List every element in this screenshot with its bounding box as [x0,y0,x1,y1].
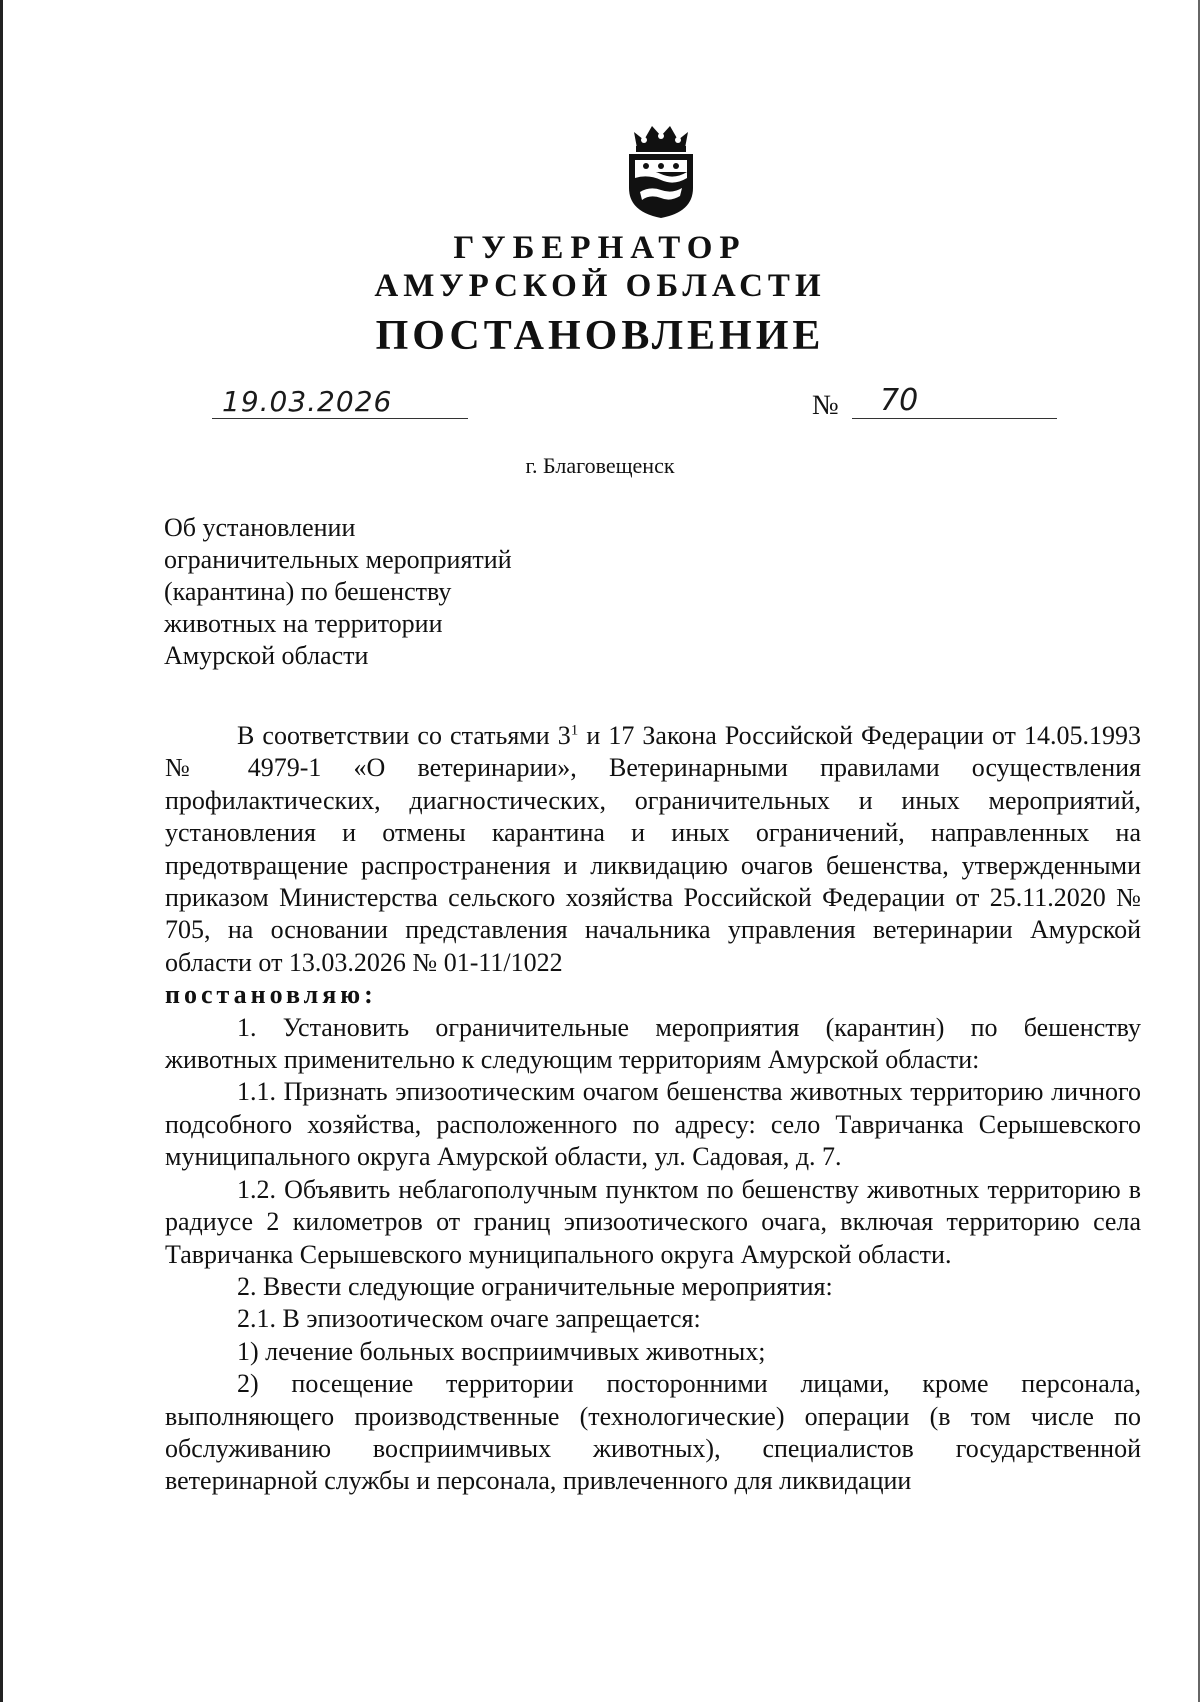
document-body [165,720,1141,1498]
document-number: 70 [880,383,919,418]
preamble-paragraph [165,720,1141,979]
date-underline [212,418,468,419]
number-sign: № [812,390,839,421]
subject-line: животных на территории [164,609,443,638]
paragraph-2: 2. Ввести следующие ограничительные мероприятия: [237,1271,833,1301]
authority-title: ГУБЕРНАТОР [453,230,747,266]
document-subject [164,512,664,672]
resolve-word: постановляю: [165,980,377,1010]
article-superscript: 1 [570,722,579,739]
number-underline [852,418,1057,419]
paragraph-2-1-item-2: 2) посещение территории посторонними лицами, кроме персонала, выполняющего производственные (технологические) операции (в том числе по обслуживанию восприимчивых животных), специалистов государственной ветеринарной службы и персонала, привлеченного для ликвидации [165,1369,1141,1496]
preamble-part1: В соответствии со статьями 3 [237,721,571,750]
paragraph-2-1-item-1: 1) лечение больных восприимчивых животных; [237,1336,766,1366]
issue-city: г. Благовещенск [525,453,675,478]
document-type-title: ПОСТАНОВЛЕНИЕ [375,313,825,359]
subject-line: Амурской области [164,641,369,670]
subject-line: (карантина) по бешенству [164,577,452,606]
preamble-part2: и 17 Закона Российской Федерации от 14.05.1993 № 4979-1 «О ветеринарии», Ветеринарными правилами осуществления профилактических, диагностических, ограничительных и иных мероприятий, установления и отмены карантина и иных ограничений, направленных на предотвращение распространения и ликвидацию очагов бешенства, утвержденными приказом Министерства сельского хозяйства Российской Федерации от 25.11.2020 № 705, на основании представления начальника управления ветеринарии Амурской области от 13.03.2026 № 01-11/1022 [165,721,1141,977]
subject-line: Об установлении [164,513,356,542]
paragraph-1-2: 1.2. Объявить неблагополучным пунктом по бешенству животных территорию в радиусе 2 километров от границ эпизоотического очага, включая территорию села Тавричанка Серышевского муниципального округа Амурской области. [165,1174,1141,1269]
authority-region: АМУРСКОЙ ОБЛАСТИ [374,268,826,304]
coat-of-arms-emblem [620,118,702,220]
paragraph-2-1: 2.1. В эпизоотическом очаге запрещается: [237,1304,701,1334]
paragraph-1-1: 1.1. Признать эпизоотическим очагом бешенства животных территорию личного подсобного хозяйства, расположенного по адресу: село Тавричанка Серышевского муниципального округа Амурской области, ул. Садовая, д. 7. [165,1077,1141,1172]
paragraph-1: 1. Установить ограничительные мероприятия (карантин) по бешенству животных применительно к следующим территориям Амурской области: [165,1012,1141,1075]
document-date: 19.03.2026 [222,385,393,418]
subject-line: ограничительных мероприятий [164,545,512,574]
